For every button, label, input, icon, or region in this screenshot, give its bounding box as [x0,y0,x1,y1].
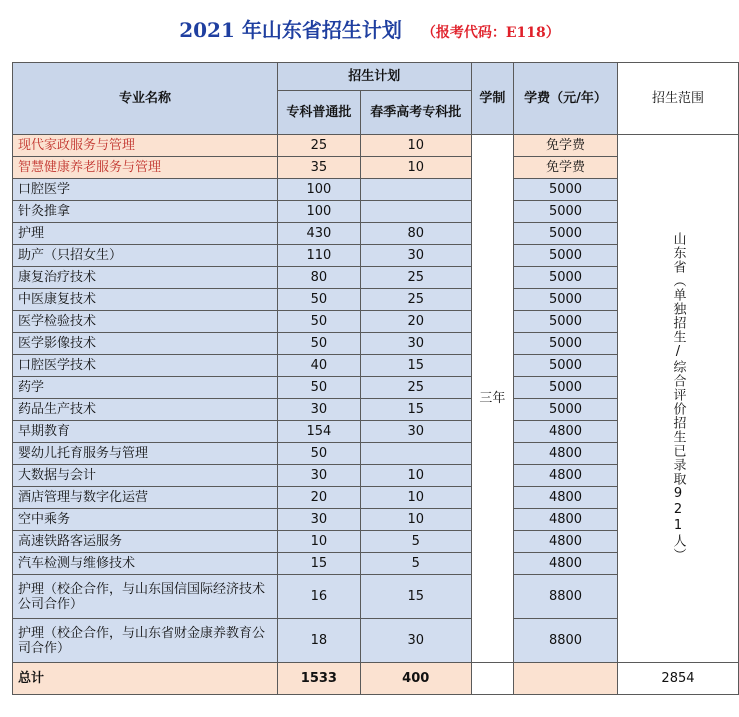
tuition: 4800 [514,509,618,531]
spring-count: 5 [360,531,471,553]
major-name: 护理（校企合作，与山东国信国际经济技术公司合作） [13,575,278,619]
major-name: 汽车检测与维修技术 [13,553,278,575]
major-name: 早期教育 [13,421,278,443]
table-row [13,135,739,157]
tuition: 5000 [514,223,618,245]
header-fee: 学费（元/年） [514,63,618,135]
enrollment-plan-table [12,62,739,695]
ordinary-count: 18 [277,619,360,663]
ordinary-count: 80 [277,267,360,289]
spring-count: 10 [360,135,471,157]
major-name: 助产（只招女生） [13,245,278,267]
scope-text: 山东省（单独招生/综合评价招生已录取921人） [670,231,686,562]
major-name: 药学 [13,377,278,399]
major-name: 大数据与会计 [13,465,278,487]
tuition: 5000 [514,311,618,333]
major-name: 医学检验技术 [13,311,278,333]
major-name: 空中乘务 [13,509,278,531]
ordinary-count: 10 [277,531,360,553]
spring-count: 80 [360,223,471,245]
ordinary-count: 50 [277,443,360,465]
tuition: 5000 [514,333,618,355]
tuition: 8800 [514,619,618,663]
spring-count [360,443,471,465]
spring-count: 15 [360,575,471,619]
header-spring: 春季高考专科批 [360,91,471,135]
enrollment-scope [617,135,738,663]
ordinary-count: 40 [277,355,360,377]
spring-count: 30 [360,245,471,267]
total-label: 总计 [13,663,278,695]
total-system-empty [471,663,513,695]
spring-count: 15 [360,399,471,421]
ordinary-count: 30 [277,399,360,421]
tuition: 5000 [514,399,618,421]
total-scope: 2854 [617,663,738,695]
spring-count: 30 [360,333,471,355]
spring-count: 25 [360,289,471,311]
ordinary-count: 50 [277,289,360,311]
ordinary-count: 20 [277,487,360,509]
major-name: 针灸推拿 [13,201,278,223]
school-system: 三年 [471,135,513,663]
tuition: 4800 [514,465,618,487]
tuition: 5000 [514,267,618,289]
major-name: 中医康复技术 [13,289,278,311]
spring-count: 20 [360,311,471,333]
major-name: 高速铁路客运服务 [13,531,278,553]
tuition: 5000 [514,245,618,267]
spring-count: 30 [360,619,471,663]
header-ordinary: 专科普通批 [277,91,360,135]
spring-count: 30 [360,421,471,443]
major-name: 护理 [13,223,278,245]
ordinary-count: 100 [277,201,360,223]
spring-count: 15 [360,355,471,377]
ordinary-count: 154 [277,421,360,443]
ordinary-count: 430 [277,223,360,245]
title-bar [0,14,739,43]
exam-code: （报考代码：E118） [421,25,560,41]
major-name: 口腔医学技术 [13,355,278,377]
major-name: 婴幼儿托育服务与管理 [13,443,278,465]
major-name: 口腔医学 [13,179,278,201]
tuition: 免学费 [514,157,618,179]
header-system: 学制 [471,63,513,135]
total-fee-empty [514,663,618,695]
major-name: 智慧健康养老服务与管理 [13,157,278,179]
tuition: 4800 [514,443,618,465]
ordinary-count: 50 [277,377,360,399]
spring-count: 5 [360,553,471,575]
major-name: 医学影像技术 [13,333,278,355]
major-name: 护理（校企合作，与山东省财金康养教育公司合作） [13,619,278,663]
ordinary-count: 35 [277,157,360,179]
tuition: 免学费 [514,135,618,157]
spring-count: 10 [360,157,471,179]
major-name: 酒店管理与数字化运营 [13,487,278,509]
tuition: 8800 [514,575,618,619]
ordinary-count: 50 [277,333,360,355]
spring-count: 10 [360,487,471,509]
major-name: 药品生产技术 [13,399,278,421]
total-spring: 400 [360,663,471,695]
ordinary-count: 30 [277,509,360,531]
tuition: 5000 [514,355,618,377]
ordinary-count: 110 [277,245,360,267]
major-name: 现代家政服务与管理 [13,135,278,157]
total-ordinary: 1533 [277,663,360,695]
ordinary-count: 100 [277,179,360,201]
tuition: 5000 [514,201,618,223]
tuition: 5000 [514,377,618,399]
header-plan: 招生计划 [277,63,471,91]
spring-count: 25 [360,377,471,399]
spring-count: 25 [360,267,471,289]
spring-count: 10 [360,465,471,487]
header-scope: 招生范围 [617,63,738,135]
major-name: 康复治疗技术 [13,267,278,289]
tuition: 4800 [514,531,618,553]
ordinary-count: 16 [277,575,360,619]
ordinary-count: 50 [277,311,360,333]
header-major: 专业名称 [13,63,278,135]
tuition: 5000 [514,289,618,311]
ordinary-count: 25 [277,135,360,157]
page-title: 2021 年山东省招生计划 [179,18,402,42]
spring-count: 10 [360,509,471,531]
total-row [13,663,739,695]
spring-count [360,201,471,223]
tuition: 4800 [514,553,618,575]
ordinary-count: 30 [277,465,360,487]
tuition: 4800 [514,421,618,443]
spring-count [360,179,471,201]
tuition: 5000 [514,179,618,201]
tuition: 4800 [514,487,618,509]
ordinary-count: 15 [277,553,360,575]
